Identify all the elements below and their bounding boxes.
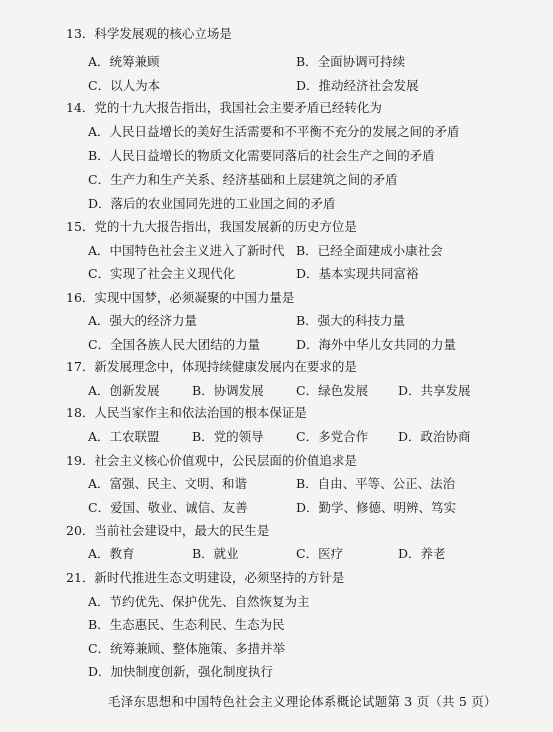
question-14-stem: 14．党的十九大报告指出，我国社会主要矛盾已经转化为 (66, 100, 382, 115)
question-17-stem: 17．新发展理念中，体现持续健康发展内在要求的是 (66, 359, 357, 374)
question-17-option-a: A．创新发展 (88, 383, 160, 398)
question-14-option-b: B．人民日益增长的物质文化需要同落后的社会生产之间的矛盾 (88, 148, 435, 163)
question-21-option-b: B．生态惠民、生态利民、生态为民 (88, 617, 285, 632)
question-20-option-b: B．就业 (192, 546, 239, 561)
question-18-option-b: B．党的领导 (192, 429, 264, 444)
question-13-stem: 13．科学发展观的核心立场是 (66, 26, 232, 41)
question-18-option-c: C．多党合作 (296, 429, 369, 444)
page-footer: 毛泽东思想和中国特色社会主义理论体系概论试题第 3 页（共 5 页） (108, 694, 497, 709)
question-20-option-a: A．教育 (88, 546, 135, 561)
question-21-option-c: C．统筹兼顾、整体施策、多措并举 (88, 641, 286, 656)
question-19-stem: 19．社会主义核心价值观中，公民层面的价值追求是 (66, 453, 357, 468)
question-15-option-b: B．已经全面建成小康社会 (296, 243, 443, 258)
question-18-option-a: A．工农联盟 (88, 429, 160, 444)
question-15-option-c: C．实现了社会主义现代化 (88, 266, 236, 281)
question-19-option-b: B．自由、平等、公正、法治 (296, 476, 456, 491)
question-16-option-a: A．强大的经济力量 (88, 313, 198, 328)
question-19-option-c: C．爱国、敬业、诚信、友善 (88, 500, 248, 515)
question-16-option-d: D．海外中华儿女共同的力量 (296, 337, 457, 352)
question-17-option-c: C．绿色发展 (296, 383, 369, 398)
question-19-option-a: A．富强、民主、文明、和谐 (88, 476, 248, 491)
question-17-option-d: D．共享发展 (398, 383, 471, 398)
question-18-stem: 18．人民当家作主和依法治国的根本保证是 (66, 405, 307, 420)
question-17-option-b: B．协调发展 (192, 383, 264, 398)
question-15-option-d: D．基本实现共同富裕 (296, 266, 419, 281)
question-21-stem: 21．新时代推进生态文明建设，必须坚持的方针是 (66, 570, 345, 585)
question-21-option-d: D．加快制度创新，强化制度执行 (88, 664, 274, 679)
question-20-stem: 20．当前社会建设中，最大的民生是 (66, 523, 270, 538)
question-14-option-d: D．落后的农业国同先进的工业国之间的矛盾 (88, 196, 336, 211)
question-13-option-a: A．统筹兼顾 (88, 54, 160, 69)
question-20-option-d: D．养老 (398, 546, 446, 561)
question-14-option-c: C．生产力和生产关系、经济基础和上层建筑之间的矛盾 (88, 172, 398, 187)
question-20-option-c: C．医疗 (296, 546, 344, 561)
question-16-stem: 16．实现中国梦，必须凝聚的中国力量是 (66, 290, 295, 305)
question-21-option-a: A．节约优先、保护优先、自然恢复为主 (88, 594, 310, 609)
question-15-option-a: A．中国特色社会主义进入了新时代 (88, 243, 285, 258)
question-14-option-a: A．人民日益增长的美好生活需要和不平衡不充分的发展之间的矛盾 (88, 124, 460, 139)
question-16-option-b: B．强大的科技力量 (296, 313, 406, 328)
question-16-option-c: C．全国各族人民大团结的力量 (88, 337, 261, 352)
question-15-stem: 15．党的十九大报告指出，我国发展新的历史方位是 (66, 219, 357, 234)
question-13-option-d: D．推动经济社会发展 (296, 78, 419, 93)
question-18-option-d: D．政治协商 (398, 429, 471, 444)
question-19-option-d: D．勤学、修德、明辨、笃实 (296, 500, 457, 515)
question-13-option-b: B．全面协调可持续 (296, 54, 406, 69)
question-13-option-c: C．以人为本 (88, 78, 161, 93)
